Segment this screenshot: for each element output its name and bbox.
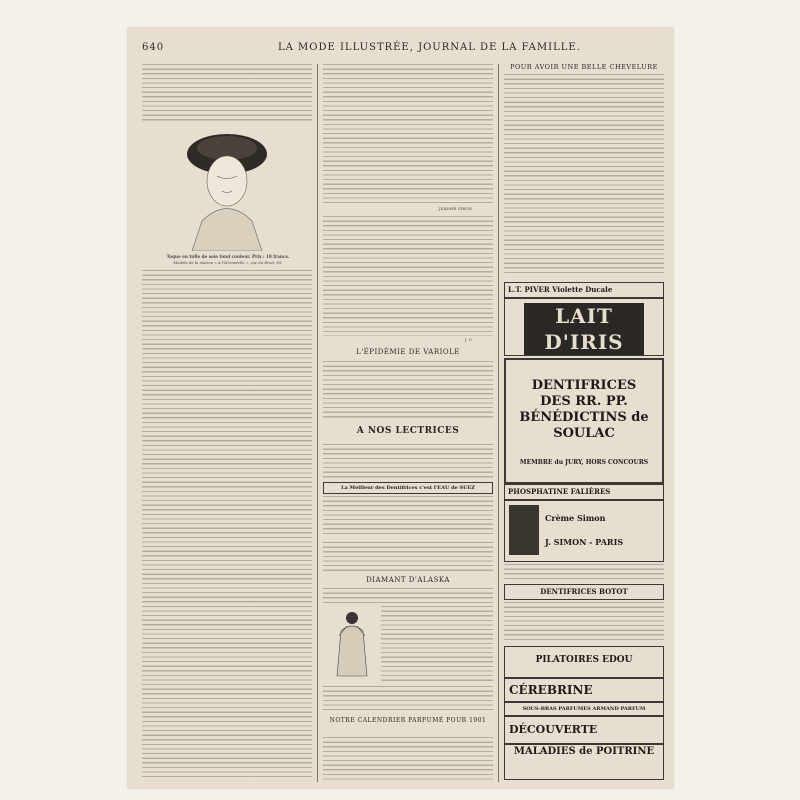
ad-decouverte	[504, 716, 664, 744]
ad-benedictins-sub: MEMBRE du JURY, HORS CONCOURS	[519, 459, 649, 466]
ad-pilatoires	[504, 646, 664, 678]
ad-creme-simon	[504, 500, 664, 562]
text-block	[381, 606, 493, 684]
heading-lectrices: A NOS LECTRICES	[356, 426, 460, 436]
ad-piver-violette: L.T. PIVER Violette Ducale	[504, 282, 664, 298]
ad-decouverte-title: DÉCOUVERTE	[509, 723, 598, 736]
ad-simon-title: Crème Simon	[545, 513, 606, 523]
text-block	[323, 444, 493, 479]
ad-lait-title: LAIT D'IRIS	[524, 303, 644, 355]
ad-cerebrine-title: CÉREBRINE	[509, 683, 593, 697]
hat-illustration	[172, 126, 282, 251]
ad-pilatoires-title: PILATOIRES EDOU	[535, 655, 633, 665]
text-block	[323, 737, 493, 782]
journal-title: LA MODE ILLUSTRÉE, JOURNAL DE LA FAMILLE.	[278, 42, 581, 53]
ad-phosphatine: PHOSPHATINE FALIÈRES	[504, 484, 664, 500]
simon-illustration	[509, 505, 539, 555]
heading-chevelure: POUR AVOIR UNE BELLE CHEVELURE	[510, 63, 658, 71]
text-block	[504, 602, 664, 642]
ad-botot: DENTIFRICES BOTOT	[504, 584, 664, 600]
ad-parfums: SOUS-BRAS PARFUMÉS ARMAND PARFUM	[504, 702, 664, 716]
heading-epidemie: L'ÉPIDÉMIE DE VARIOLE	[356, 348, 460, 356]
text-block	[323, 216, 493, 336]
text-block	[323, 542, 493, 572]
text-block	[323, 64, 493, 204]
text-block	[504, 564, 664, 580]
text-block	[142, 64, 312, 124]
text-block	[142, 270, 312, 780]
illustration-caption-2: Modèle de la maison « A l'Hirondelle », rue du Bruit, 69.	[173, 260, 283, 265]
journal-page	[128, 28, 673, 788]
text-block	[323, 496, 493, 536]
heading-diamant: DIAMANT D'ALASKA	[366, 576, 450, 584]
illustration-caption: Toque en tulle de soie fond couleur. Prix : 18 francs.	[166, 254, 290, 259]
ad-lait-iris	[504, 298, 664, 356]
heading-calendrier: NOTRE CALENDRIER PARFUMÉ POUR 1901	[329, 717, 487, 724]
signature: J. G.	[464, 337, 473, 342]
suez-box: La Meilleur des Dentifrices c'est l'EAU de SUEZ	[323, 482, 493, 494]
text-block	[323, 686, 493, 710]
ad-benedictins-title: DENTIFRICES DES RR. PP. BÉNÉDICTINS de SOULAC	[519, 378, 649, 441]
text-block	[323, 361, 493, 421]
ad-benedictins	[504, 358, 664, 484]
lady-illustration	[327, 606, 377, 681]
ad-poitrine	[504, 744, 664, 780]
text-block	[323, 588, 493, 604]
ad-simon-brand: J. SIMON - PARIS	[545, 537, 624, 547]
text-block	[504, 74, 664, 274]
page-number: 640	[142, 42, 165, 53]
signature: JEANNE GIROD.	[438, 206, 473, 211]
page-header	[128, 42, 673, 62]
ad-poitrine-title: MALADIES de POITRINE	[513, 746, 655, 757]
column-divider	[498, 64, 499, 782]
column-divider	[317, 64, 318, 782]
ad-cerebrine	[504, 678, 664, 702]
